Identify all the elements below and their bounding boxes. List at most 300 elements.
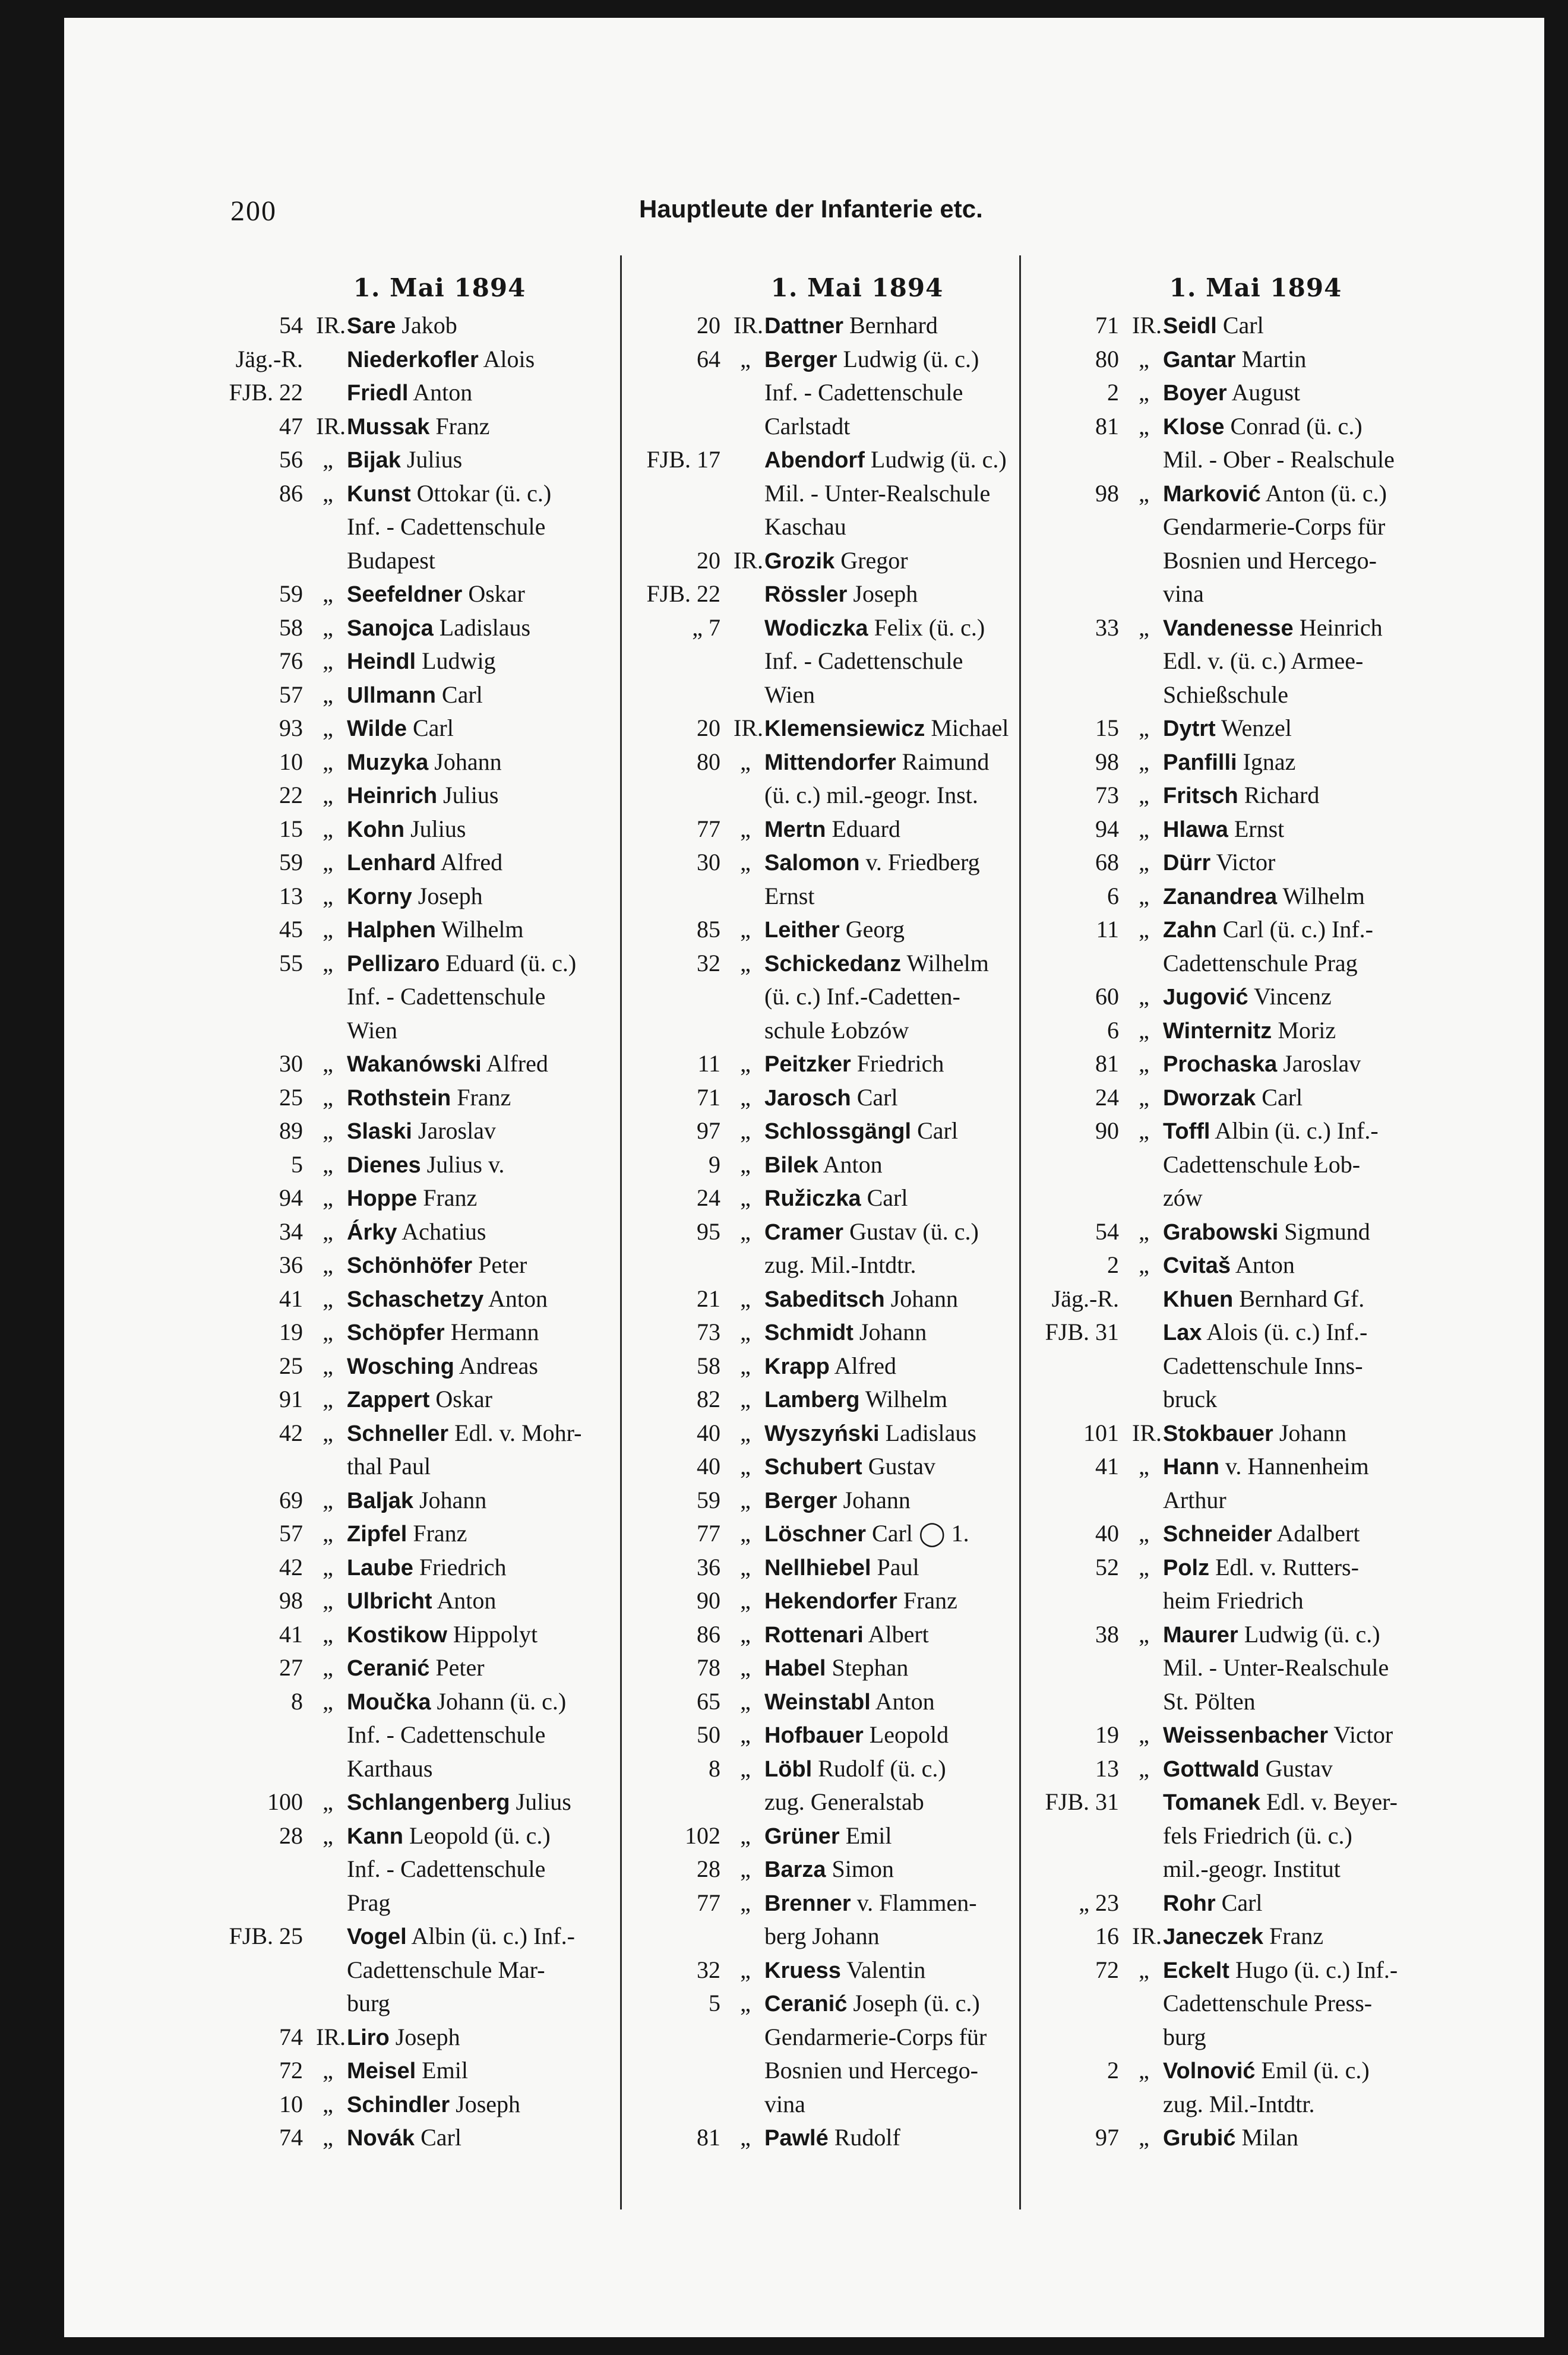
given-name-details: Carl: [1262, 1083, 1303, 1111]
entry-text: [347, 1417, 665, 1451]
list-item: [631, 1148, 1083, 1182]
unit-mark: „: [1139, 882, 1149, 909]
column-1: [214, 267, 665, 2155]
surname: Boyer: [1163, 381, 1227, 406]
entry-text: [347, 745, 665, 780]
given-name-details: Julius: [516, 1788, 571, 1815]
surname: Baljak: [347, 1488, 413, 1513]
given-name-details: Cadettenschule Mar-: [347, 1956, 545, 1983]
regiment-number: 15: [279, 815, 303, 842]
given-name-details: Wien: [764, 681, 815, 708]
unit-mark: „: [1139, 1553, 1149, 1580]
surname: Novák: [347, 2126, 415, 2151]
list-item: [1030, 1987, 1481, 2021]
list-item: [214, 1282, 665, 1316]
surname: Dattner: [764, 314, 844, 339]
given-name-details: zug. Mil.-Intdtr.: [1163, 2090, 1315, 2117]
surname: Árky: [347, 1219, 397, 1245]
list-item: [214, 1148, 665, 1182]
given-name-details: Joseph: [853, 580, 918, 607]
unit-mark: „: [1139, 412, 1149, 440]
list-item: [214, 1618, 665, 1652]
regiment-number: 45: [279, 916, 303, 943]
given-name-details: Alfred: [440, 849, 503, 875]
unit-mark: „: [323, 1419, 333, 1446]
regiment-number: 89: [279, 1117, 303, 1144]
list-item: [214, 1215, 665, 1249]
surname: Klose: [1163, 414, 1225, 440]
entry-text: [347, 644, 665, 679]
regiment-number: 50: [697, 1721, 720, 1748]
entry-text: [1163, 678, 1481, 713]
list-item: [631, 577, 1083, 611]
list-item: [631, 745, 1083, 779]
entry-text: [1163, 477, 1481, 511]
unit-mark: „: [1139, 815, 1149, 842]
given-name-details: Valentin: [846, 1956, 926, 1983]
list-item: [631, 1181, 1083, 1215]
unit-mark: „: [323, 1486, 333, 1513]
list-item: [631, 1517, 1083, 1551]
surname: Lax: [1163, 1320, 1202, 1345]
entry-text: [1163, 443, 1481, 478]
regiment-number: 30: [279, 1050, 303, 1077]
entry-text: [1163, 947, 1481, 981]
unit-mark: „: [1139, 379, 1149, 406]
surname: Heindl: [347, 649, 416, 674]
regiment-number: 42: [279, 1419, 303, 1446]
unit-mark: „: [1139, 1721, 1149, 1748]
list-item: [631, 1014, 1083, 1048]
given-name-details: Franz: [457, 1083, 511, 1111]
given-name-details: Joseph: [418, 882, 483, 909]
regiment-number: 81: [697, 2124, 720, 2151]
given-name-details: Emil: [845, 1822, 892, 1849]
surname: Khuen: [1163, 1286, 1234, 1312]
given-name-details: Oskar: [468, 580, 525, 607]
unit-mark: „: [323, 782, 333, 808]
given-name-details: Wilhelm: [865, 1386, 948, 1412]
surname: Zanandrea: [1163, 884, 1278, 909]
unit-mark: „: [740, 1184, 751, 1211]
entry-text: [1163, 1181, 1481, 1216]
given-name-details: Carl: [421, 2124, 461, 2151]
unit-mark: „: [323, 1184, 333, 1211]
entry-text: [1163, 1886, 1481, 1921]
given-name-details: Anton: [1235, 1251, 1295, 1278]
given-name-details: Edl. v. Mohr-: [454, 1419, 582, 1446]
entry-text: [347, 376, 665, 410]
list-item: [214, 410, 665, 444]
unit-mark: „: [323, 748, 333, 775]
regiment-number: 41: [279, 1285, 303, 1312]
surname: Meisel: [347, 2059, 416, 2084]
list-item: [631, 1047, 1083, 1081]
unit-mark: „: [740, 1386, 751, 1412]
given-name-details: Carl: [856, 1083, 898, 1111]
entry-text: [347, 1047, 665, 1082]
list-item: [631, 947, 1083, 981]
surname: Rottenari: [764, 1622, 864, 1648]
given-name-details: Gregor: [840, 546, 908, 574]
regiment-number: 5: [291, 1150, 303, 1178]
entry-text: [1163, 846, 1481, 880]
list-item: [631, 1920, 1083, 1953]
entry-text: [1163, 1551, 1481, 1585]
entry-text: [1163, 1417, 1481, 1451]
unit-mark: „: [323, 1352, 333, 1379]
surname: Löbl: [764, 1756, 813, 1782]
unit-mark: „: [740, 1620, 751, 1648]
given-name-details: Jakob: [402, 312, 457, 339]
list-item: [214, 678, 665, 712]
given-name-details: Inf. - Cadettenschule: [347, 513, 546, 540]
given-name-details: Johann: [859, 1319, 927, 1345]
entry-text: [347, 1081, 665, 1115]
unit-mark: „: [740, 1520, 751, 1547]
unit-mark: „: [1139, 479, 1149, 507]
list-item: [1030, 644, 1481, 678]
list-item: [214, 1349, 665, 1383]
given-name-details: Bosnien und Hercego-: [1163, 546, 1377, 574]
unit-mark: „: [740, 1285, 751, 1312]
running-title: Hauptleute der Infanterie etc.: [639, 195, 983, 223]
surname: Zipfel: [347, 1522, 407, 1547]
regiment-number: 42: [279, 1553, 303, 1580]
list-item: [214, 1248, 665, 1282]
surname: Rothstein: [347, 1085, 451, 1111]
given-name-details: Eduard: [832, 815, 900, 842]
regiment-number: 2: [1107, 379, 1119, 406]
regiment-number: 36: [279, 1251, 303, 1278]
given-name-details: Albert: [868, 1620, 929, 1648]
unit-mark: „: [323, 1083, 333, 1111]
list-item: [1030, 2054, 1481, 2088]
entry-text: [347, 1920, 665, 1954]
unit-mark: „: [740, 815, 751, 842]
unit-mark: „: [323, 1386, 333, 1412]
regiment-number: 2: [1107, 1251, 1119, 1278]
entry-text: [1163, 2054, 1481, 2088]
unit-mark: „: [323, 815, 333, 842]
surname: Abendorf: [764, 448, 865, 473]
surname: Nellhiebel: [764, 1555, 871, 1580]
surname: Brenner: [764, 1891, 851, 1916]
unit-mark: „: [740, 1889, 751, 1916]
list-item: [631, 712, 1083, 745]
list-item: [214, 1953, 665, 1987]
unit-mark: „: [1139, 1083, 1149, 1111]
surname: Schindler: [347, 2092, 450, 2117]
regiment-number: FJB. 25: [229, 1923, 303, 1949]
entry-text: [1163, 309, 1481, 343]
given-name-details: Jaroslav: [418, 1117, 496, 1144]
given-name-details: Martin: [1241, 345, 1307, 372]
given-name-details: burg: [347, 1990, 390, 2016]
regiment-number: 100: [267, 1788, 303, 1815]
given-name-details: Victor: [1216, 849, 1276, 875]
regiment-number: 57: [279, 681, 303, 708]
given-name-details: Alfred: [486, 1050, 548, 1077]
given-name-details: berg Johann: [764, 1923, 880, 1949]
regiment-number: 20: [697, 715, 720, 741]
given-name-details: Arthur: [1163, 1486, 1226, 1513]
list-item: [631, 1248, 1083, 1282]
regiment-number: 40: [1095, 1520, 1119, 1547]
regiment-number: 33: [1095, 614, 1119, 641]
list-item: [1030, 544, 1481, 578]
unit-mark: „: [740, 1587, 751, 1614]
list-item: [214, 1819, 665, 1853]
given-name-details: Felix (ü. c.): [874, 614, 985, 641]
surname: Gottwald: [1163, 1756, 1260, 1782]
entry-text: [1163, 1215, 1481, 1250]
list-item: [1030, 813, 1481, 846]
list-item: [1030, 376, 1481, 410]
surname: Winternitz: [1163, 1018, 1272, 1044]
entry-text: [347, 1886, 665, 1921]
list-item: [631, 1584, 1083, 1618]
list-item: [214, 947, 665, 981]
unit-mark: „: [1139, 916, 1149, 943]
given-name-details: (ü. c.) Inf.-Cadetten-: [764, 983, 960, 1010]
given-name-details: Hugo (ü. c.) Inf.-: [1235, 1956, 1398, 1983]
given-name-details: Bernhard: [849, 312, 938, 339]
surname: Eckelt: [1163, 1958, 1229, 1983]
given-name-details: Gustav (ü. c.): [849, 1218, 979, 1245]
regiment-number: 76: [279, 647, 303, 674]
unit-mark: „: [1139, 1050, 1149, 1077]
list-item: [1030, 779, 1481, 813]
regiment-number: 81: [1095, 1050, 1119, 1077]
given-name-details: Adalbert: [1276, 1520, 1360, 1547]
surname: Ullmann: [347, 682, 436, 708]
regiment-number: 56: [279, 446, 303, 473]
surname: Barza: [764, 1857, 826, 1882]
given-name-details: Emil: [422, 2057, 468, 2084]
unit-mark: „: [323, 1687, 333, 1715]
given-name-details: Carlstadt: [764, 412, 851, 440]
surname: Stokbauer: [1163, 1421, 1273, 1446]
entry-text: [347, 980, 665, 1014]
regiment-number: 9: [709, 1150, 720, 1178]
regiment-number: 20: [697, 546, 720, 574]
unit-mark: „: [323, 479, 333, 507]
given-name-details: Leopold: [869, 1721, 949, 1748]
list-item: [214, 1752, 665, 1786]
unit-mark: „: [1139, 2124, 1149, 2151]
unit-mark: „: [323, 949, 333, 976]
entry-text: [347, 1484, 665, 1518]
entry-text: [1163, 1047, 1481, 1082]
surname: Zahn: [1163, 918, 1217, 943]
regiment-number: 95: [697, 1218, 720, 1245]
given-name-details: Richard: [1244, 782, 1320, 808]
entry-text: [347, 510, 665, 545]
regiment-number: 74: [279, 2124, 303, 2151]
regiment-number: 16: [1095, 1923, 1119, 1949]
surname: Ceranić: [347, 1656, 430, 1681]
entry-text: [347, 1282, 665, 1317]
list-item: [631, 477, 1083, 511]
regiment-number: FJB. 22: [229, 379, 303, 406]
regiment-number: 24: [1095, 1083, 1119, 1111]
entry-text: [347, 1853, 665, 1887]
entry-text: [1163, 1718, 1481, 1753]
entry-text: [347, 611, 665, 646]
list-item: [214, 913, 665, 947]
list-item: [1030, 1785, 1481, 1819]
entry-text: [347, 1953, 665, 1988]
list-item: [631, 1114, 1083, 1148]
list-item: [214, 1114, 665, 1148]
given-name-details: zów: [1163, 1184, 1203, 1211]
surname: Ulbricht: [347, 1589, 432, 1614]
unit-mark: „: [740, 1822, 751, 1849]
regiment-number: 11: [1096, 916, 1119, 943]
list-item: [214, 1316, 665, 1349]
given-name-details: Inf. - Cadettenschule: [764, 647, 963, 674]
entry-text: [1163, 2088, 1481, 2122]
given-name-details: Carl: [917, 1117, 958, 1144]
regiment-number: „ 7: [692, 614, 720, 641]
given-name-details: Joseph (ü. c.): [853, 1990, 980, 2016]
surname: Leither: [764, 918, 840, 943]
surname: Dienes: [347, 1152, 421, 1178]
list-item: [214, 1517, 665, 1551]
unit-mark: IR.: [316, 2023, 346, 2050]
list-item: [631, 1282, 1083, 1316]
entry-text: [347, 1014, 665, 1048]
given-name-details: Simon: [832, 1855, 894, 1882]
regiment-number: 2: [1107, 2057, 1119, 2084]
regiment-number: 81: [1095, 412, 1119, 440]
list-item: [1030, 1618, 1481, 1652]
list-item: [1030, 745, 1481, 779]
regiment-number: 98: [279, 1587, 303, 1614]
given-name-details: Eduard (ü. c.): [445, 949, 577, 976]
given-name-details: Friedrich: [419, 1553, 507, 1580]
list-item: [631, 1450, 1083, 1484]
unit-mark: „: [323, 580, 333, 607]
entry-text: [1163, 779, 1481, 813]
given-name-details: Emil (ü. c.): [1261, 2057, 1370, 2084]
list-item: [1030, 1417, 1481, 1450]
surname: Hofbauer: [764, 1723, 864, 1748]
surname: Prochaska: [1163, 1052, 1278, 1077]
surname: Grabowski: [1163, 1219, 1279, 1245]
list-item: [214, 1685, 665, 1719]
list-item: [631, 1785, 1083, 1819]
given-name-details: Ernst: [764, 882, 815, 909]
given-name-details: Franz: [413, 1520, 467, 1547]
given-name-details: Johann: [419, 1486, 487, 1513]
surname: Löschner: [764, 1522, 867, 1547]
unit-mark: „: [740, 1083, 751, 1111]
entry-text: [347, 947, 665, 981]
surname: Hann: [1163, 1455, 1219, 1480]
entry-text: [1163, 712, 1481, 746]
given-name-details: Anton: [413, 379, 473, 406]
entry-text: [1163, 745, 1481, 780]
list-item: [631, 678, 1083, 712]
regiment-number: 69: [279, 1486, 303, 1513]
regiment-number: 93: [279, 715, 303, 741]
entry-list: [214, 309, 665, 2155]
list-item: [1030, 2088, 1481, 2122]
regiment-number: 55: [279, 949, 303, 976]
surname: Schmidt: [764, 1320, 853, 1345]
given-name-details: Johann: [434, 748, 502, 775]
regiment-number: 77: [697, 815, 720, 842]
list-item: [1030, 1383, 1481, 1417]
surname: Weinstabl: [764, 1689, 871, 1715]
entry-list: [1030, 309, 1481, 2155]
regiment-number: „ 23: [1079, 1889, 1119, 1916]
regiment-number: 91: [279, 1386, 303, 1412]
surname: Volnović: [1163, 2059, 1256, 2084]
unit-mark: „: [323, 1218, 333, 1245]
given-name-details: Rudolf (ü. c.): [818, 1755, 946, 1782]
entry-text: [1163, 1349, 1481, 1384]
given-name-details: Carl: [413, 715, 454, 741]
surname: Vandenesse: [1163, 615, 1294, 641]
entry-text: [1163, 510, 1481, 545]
list-item: [214, 577, 665, 611]
unit-mark: „: [740, 2124, 751, 2151]
entry-text: [1163, 1685, 1481, 1719]
regiment-number: 11: [697, 1050, 720, 1077]
unit-mark: „: [1139, 983, 1149, 1010]
regiment-number: 15: [1095, 715, 1119, 741]
regiment-number: FJB. 17: [646, 446, 720, 473]
surname: Seidl: [1163, 314, 1217, 339]
surname: Wilde: [347, 716, 407, 741]
surname: Weissenbacher: [1163, 1723, 1329, 1748]
regiment-number: 54: [279, 312, 303, 339]
entry-list: [631, 309, 1083, 2155]
list-item: [1030, 1081, 1481, 1115]
regiment-number: 85: [697, 916, 720, 943]
list-item: [1030, 410, 1481, 444]
list-item: [214, 510, 665, 544]
surname: Niederkofler: [347, 347, 479, 372]
entry-text: [1163, 980, 1481, 1014]
given-name-details: August: [1231, 379, 1301, 406]
unit-mark: „: [323, 1822, 333, 1849]
unit-mark: „: [1139, 1956, 1149, 1983]
list-item: [214, 880, 665, 913]
entry-text: [1163, 913, 1481, 947]
unit-mark: „: [1139, 1218, 1149, 1245]
surname: Rössler: [764, 582, 848, 607]
given-name-details: Georg: [845, 916, 905, 943]
surname: Hoppe: [347, 1186, 418, 1211]
entry-text: [1163, 1853, 1481, 1887]
regiment-number: 65: [697, 1687, 720, 1715]
entry-text: [1163, 611, 1481, 646]
column-date-heading: 1. Mai 1894: [353, 273, 526, 302]
given-name-details: Wilhelm: [441, 916, 524, 943]
unit-mark: „: [1139, 1520, 1149, 1547]
entry-text: [347, 1718, 665, 1753]
given-name-details: thal Paul: [347, 1453, 431, 1480]
surname: Bijak: [347, 448, 401, 473]
entry-text: [347, 678, 665, 713]
unit-mark: „: [323, 2124, 333, 2151]
list-item: [631, 1551, 1083, 1585]
regiment-number: 97: [697, 1117, 720, 1144]
